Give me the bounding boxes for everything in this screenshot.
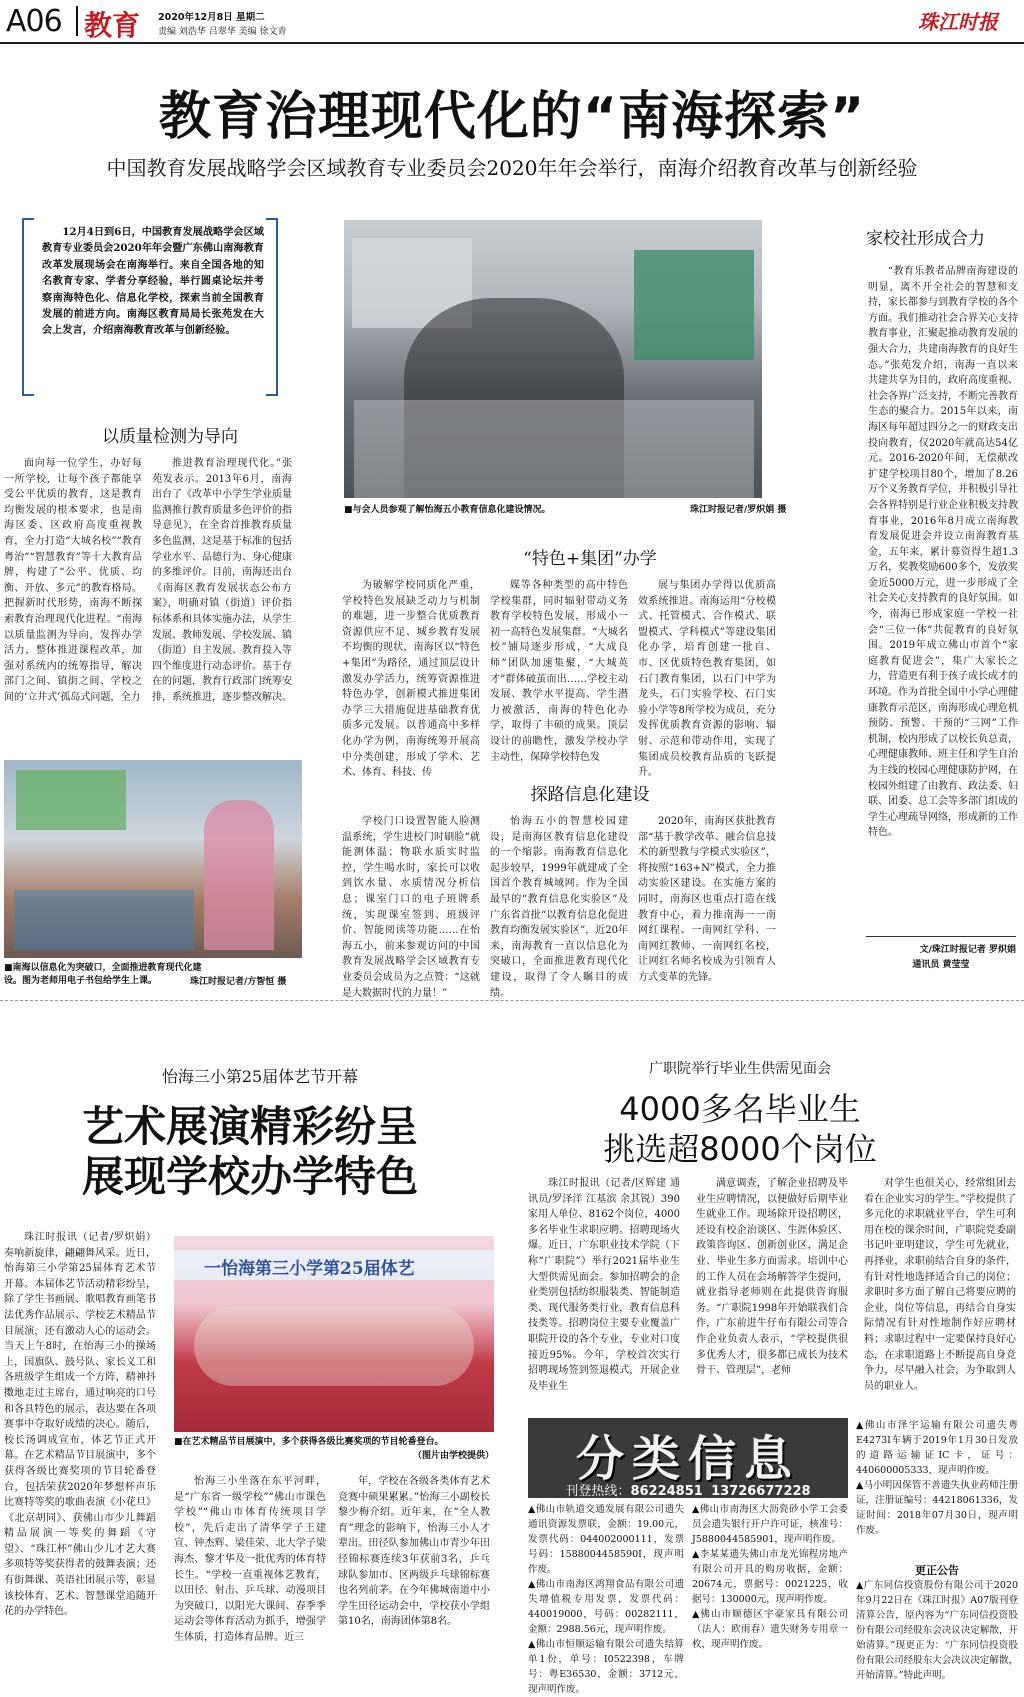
art-kicker: 怡海三小第25届体艺节开幕	[161, 1067, 359, 1086]
jobs-text-col2: 满意调查，了解企业招聘及毕业生应聘情况，以便做好后期毕业生就业工作。现场除开设招聘区，还设有校企治谈区、生涯体验区、政策咨询区、创新创业区，满足企业、毕业生多方面需求。培训中心的工作人员在会场解答学生提问，就业指导老师则在此提供咨询服务。“广职院1998年开始联我们合作，广东前进牛仔布有限公司等合作企业负责人表示，“学校提供很多优秀人才，很多都已成长为技术骨干、管理层”，老师	[696, 1178, 848, 1377]
festival-photo-credit: （图片由学校提供）	[412, 1451, 494, 1461]
jobs-kicker: 广职院举行毕业生供需见面会	[649, 1061, 831, 1077]
classified-col3	[856, 1418, 1018, 1558]
jobs-text-col3: 对学生也很关心，经常组团去看在企业实习的学生。”学校提供了多元化的求职就业平台，学生可利用在校的课余时间，广职院党委副书记叶亚明建议，学生可先就业，再择业，求职前结合自身的条件，有针对性地选择适合自己的岗位；求职时多方面了解自己将要应聘的企业，岗位等信息，再结合自身实际情况有针对性地制作好应聘材料；求职过程中一定要保持良好心态，在求职道路上不断提高自身竞争力，尽早融入社会，为争取到人员的职业人。	[864, 1178, 1016, 1392]
byline-correspondent: 通讯员 黄莹莹	[912, 960, 970, 970]
classified-banner	[528, 1418, 848, 1498]
featured-text-col3: 展与集团办学得以优质高效系统推进。南海运用“分校模式、托管模式、合作模式、联盟模式、学科模式”等建设集团化办学，培育创建一批自、市、区优质特色教育集团，如石门教育集团，以石门中学为龙头，石门实验学校、石门实验小学等8所学校为成员，充分发挥优质教育资源的影响、辐射、示范和带动作用，实现了集团成员校教育品质的飞跃提升。	[638, 580, 776, 779]
jobs-text-col1: 珠江时报讯（记者/区辉建 通讯员/罗泽洋 江基滨 余其锐）390家用人单位、8162个岗位，4000多名毕业生求职应聘。招聘现场火爆。近日，广东职业技术学院（下称“广职院”）举行2021届毕业生大型供需见面会。参加招聘会的企业类别包括纺织服装类、智能制造类、现代服务类行业，教育信息科技类等。招聘岗位主要专业覆盖广职院开设的各个专业，专业对口度接近95%。今年，学校首次实行招聘现场签到签退模式，开展企业及毕业生	[528, 1178, 680, 1392]
classified-item: ▲马小明因保管不善遗失执业药师注册证，注册证编号：44218061336，发证时间：2018年07月30日，现声明作废。	[856, 1480, 1018, 1536]
classified-col1	[528, 1502, 684, 1695]
classified-item: ▲佛山市南海区鸿翔食品有限公司遗失增值税专用发票，发票代码：440019000，号码：00282111，金额：2988.56元，现声明作废。	[528, 1579, 684, 1635]
home-school-text: “教育乐教者品牌南海建设的明显，离不开全社会的智慧和支持，家长都参与到教育学校的各个方面。我们推动社会合界关心支持教育事业，汇聚起推动教育发展的强大合力，共建南海教育的良好生态。”张苑发介绍，南海一直以来共建共享为目的，政府高度重视、社会各界广泛支持，不断完善教育生态的聚合力。2015年以来，南海区每年超过四分之一的财政支出投向教育，仅2020年就高达54亿元。2016-2020年间，无偿献改扩建学校项目80个，增加了8.26万个义务教育学位，并积极引导社会各界特别是行业企业积极支持教育事业，2016年8月成立南海教育发展促进会并设立南海教育基金，五年来，累计募资得生超1.3万名，奖教奖励600多个，发放奖金近5000万元，进一步形成了全社会关心支持教育的良好氛围。如今，南海已形成家庭一学校一社会“三位一体”共促教育的良好氛围。2019年成立佛山市首个“家庭教育促进会”，集广大家长之力，营造更有利于孩子成长成才的环境。作为首批全国中小学心理健康教育示范区，南海形成心理危机预防、预警、干预的“三网”工作机制，校内形成了以校长负总责，心理健康教师、班主任和学生自治为主线的校园心理健康防护网，在校园外组建了由教育、政法委、妇联、团委、总工会等多部门组成的学生心理疏导网络，形成新的工作特色。	[868, 266, 1018, 839]
festival-photo-caption: ■在艺术精品节目展演中，多个获得各级比赛奖项的节目轮番登台。	[174, 1437, 444, 1447]
newspaper-logo: 珠江时报	[918, 10, 998, 34]
correction-notice-title: 更正公告	[915, 1564, 959, 1577]
festival-banner-text: 一怡海第三小学第25届体艺	[204, 1259, 415, 1279]
visit-photo-caption: ■与会人员参观了解怡海五小教育信息化建设情况。	[344, 505, 551, 515]
page-number: A06	[6, 4, 62, 39]
classified-item: ▲佛山市顺德区宇豪家具有限公司（法人：欧雨春）遗失财务专用章一枚，现声明作废。	[692, 1609, 848, 1650]
visit-photo-credit: 珠江时报记者/罗炽娟 摄	[690, 505, 787, 515]
classified-item: ▲佛山市泽宇运输有限公司遗失粤E4273I车辆于2019年1月30日发放的道路运输证IC卡，证号：440600005333，现声明作废。	[856, 1420, 1018, 1476]
info-text-col2: 怡海五小的智慧校园建设，是南海区教育信息化建设的一个缩影。南海教育信息化起步较早，1999年就建成了全国首个教育城域网。作为全国最早的“教育信息化实验区”及广东省首批“以教育信息化促进教育均衡发展实验区”，近20年来，南海教育一直以信息化为突破口，全面推进教育现代化建设，取得了令人瞩目的成绩。	[490, 816, 628, 999]
quality-text-col1: 面向每一位学生，办好每一所学校，让每个孩子都能享受公平优质的教育，这是教育均衡发展的根本要求，也是南海区委、区政府高度重视教育，全力打造“大城名校”“教育粤治”“智慧教育”等十大教育品牌，构建了“公平、优质、均衡、开放、多元”的教育格局。把握新时代形势，南海不断探索教育治理现代化进程。“南海以质量监测为导向，发挥办学活力，整体推进课程改革，加强对系统内的统筹指导，解决部门之间、镇街之间、学校之间的‘立井式’孤岛式问题，全力	[4, 458, 142, 703]
info-text-col3: 2020年，南海区获批教育部“基于教学改革、融合信息技术的新型教与学模式实验区”，将按照“163+N”模式，全力推动实验区建设。在实施方案的同时，南海区也重点打造在线教育中心，着力推南海一一南网红课程、一南网红学科、一南网红教师、一南网红名校，让网红名师名校成为引领育人方式变革的先锋。	[638, 816, 776, 983]
header-rule	[0, 42, 1024, 44]
byline-reporter: 文/珠江时报记者 罗炽娟	[919, 945, 1016, 955]
visit-photo	[344, 220, 762, 498]
classroom-photo-caption: ■南海以信息化为突破口，全面推进教育现代化建设。图为老师用电子书包给学生上课。	[4, 963, 202, 986]
quality-text-col2: 推进教育治理现代化。”张苑发表示。2013年6月，南海出台了《改革中小学生学业质量监测推行教育质量多色评价的指导意见》，在全省首推教育质量多色监测，这是基于标准的包括学业水平、品德行为、身心健康的多维评价。目前，南海还出台《南海区教育发展状态公布方案》，明确对镇（街道）评价指标体系和具体实施办法，从学生发展、教师发展、学校发展、镇（街道）自主发展、教育投入等四个维度进行动态评价。基于存在的问题，教育行政部门统筹安排，系统推进，逐步整改解决。	[152, 458, 292, 703]
art-text-col3: 年，学校在各级各类体育艺术竞赛中硕果累累。”怡海三小副校长黎少梅介绍。近年来，在“全人教育”理念的影响下，怡海三小人才辈出。田径队参加佛山市青少年田径锦标赛连续3年获前3名，乒乓球队参加市、区两级乒乓球锦标赛也名列前茅。在今年佛城南道中小学生田径运动会中，学校获小学组第10名，南海团体第8名。	[338, 1476, 490, 1628]
art-text-col1: 珠江时报讯（记者/罗炽娟）奏响新旋律，翩翩舞风采。近日，怡海第三小学第25届体育艺术节开幕。本届体艺节活动精彩纷呈，除了学生书画展、歌唱教育画笔书法优秀作品展示、学校艺术精品节目展演，还有激动人心的运动会。当天上午8时，在怡海三小的操场上，国旗队、鼓号队、家长义工和各班级学生组成一个方阵，精神抖擞地走过主席台，通过响亮的口号和各具特色的展示，表达要在各项赛事中夺取好成绩的决心。随后，校长汤调成宣布，体艺节正式开幕。在艺术精品节目展演中，多个获得各级比赛奖项的节目轮番登台，包括荣获2020年梦想杯声乐比赛特等奖的歌曲表演《小花旦》《北京胡同》、获佛山市少儿舞蹈精品展演一等奖的舞蹈《守望》、“珠江杯”佛山少儿才艺大赛多项特等奖获得者的鼓舞表演；还有街舞课、英语社团展示等，彰显该校体育、艺术、智慧课堂追随开花的办学特色。	[4, 1232, 156, 1618]
correction-notice-text: ▲广东同信投资股份有限公司于2020年9月22日在《珠江时报》A07版刊登清算公告，原内容为“广东同信投资股份有限公司经股东会决议决定解散，开始清算。”现更正为：“广东同信投资股份有限公司经股东大会决议决定解散，开始清算。”特此声明。	[856, 1580, 1018, 1681]
classified-item: ▲佛山市恒顺运输有限公司遗失结算单1份，单号：I0522398，车牌号：粤E36530，金额：3712元，现声明作废。	[528, 1639, 684, 1695]
classified-item: ▲李某某遗失佛山市龙光锦程房地产有限公司开具的购房收据，金额：20674元，票据号：0021225，收据号：130000元，现声明作废。	[692, 1549, 848, 1605]
byline-divider	[866, 936, 1016, 937]
featured-text-col2: 媒等各种类型的高中特色学校集群，同时辐射带动义务教育学校特色发展，形成小一初一高特色发展集群。“大城名校”铺局逐步形成，“大成良师”团队加速集聚，“大城英才”群体破茧而出……学校主动发展、教学水平提高、学生潜力被激活，南海的特色化办学，取得了丰硕的成果。顶层设计的前瞻性，激发学校办学主动性，保障学校特色发	[490, 580, 628, 763]
info-text-col1: 学校门口设置智能人脸测温系统，学生进校门时刷脸“就能测体温；物联水质实时监控，学生喝水时，家长可以收到饮水量、水质情况分析信息；课室门口的电子班牌系统，实现课室签到、班级评价、智能阅读等功能……在怡海五小，前来参观访问的中国教育发展战略学会区域教育专业委员会成员为之点赞：“这就是大数据时代的力量！”	[342, 816, 480, 999]
editors-line: 责编 刘浩华 吕翠华 美编 徐文青	[158, 27, 287, 37]
jobs-title-line2: 挑选超8000个岗位	[603, 1130, 877, 1168]
heading-featured-group: “特色+集团”办学	[523, 549, 657, 569]
page-header	[0, 0, 1024, 44]
heading-informatization: 探路信息化建设	[530, 785, 650, 805]
jobs-title-line1: 4000多名毕业生	[619, 1090, 861, 1128]
main-subtitle: 中国教育发展战略学会区域教育专业委员会2020年年会举行，南海介绍教育改革与创新经验	[106, 156, 918, 180]
heading-quality-monitoring: 以质量检测为导向	[102, 427, 238, 447]
festival-photo	[174, 1236, 494, 1432]
classified-title: 分类信息	[575, 1431, 800, 1487]
main-headline: 教育治理现代化的“南海探索”	[158, 87, 866, 147]
classified-item: ▲佛山市南海区大沥瓷砂小学工会委员会遗失银行开户许可证，核准号：J5880044585901，现声明作废。	[692, 1504, 848, 1545]
art-text-col2: 怡海三小坐落在东平河畔，是“广东省一级学校”“佛山市课色学校”“佛山市体育传统项目学校”，先后走出了清华学子王建宣、钟杰辉、梁佳荣、北大学子梁海杰、黎才华及一批优秀的体育特长生。“学校一直重视体艺教育，以田径、射击、乒乓球、动漫项目为突破口，以阳光大课间、春季季运动会等体育活动为抓手，增强学生体质，打造体育品牌。近三	[174, 1476, 326, 1643]
classroom-photo	[4, 760, 302, 958]
lead-box	[22, 218, 278, 396]
classified-item: ▲佛山市轨道交通发展有限公司遗失通讯资源发票联，金额：19.00元，发票代码：044002000111，发票号码：1588004458590I，现声明作废。	[528, 1504, 684, 1575]
heading-home-school: 家校社形成合力	[866, 229, 985, 249]
classroom-photo-credit: 珠江时报记者/方智恒 摄	[190, 977, 287, 987]
issue-date: 2020年12月8日 星期二	[158, 12, 265, 23]
page-divider	[0, 1000, 1024, 1001]
header-divider	[76, 6, 78, 36]
lead-text: 12月4日到6日，中国教育发展战略学会区域教育专业委员会2020年年会暨广东佛山南海教育改革发展现场会在南海举行。来自全国各地的知名教育专家、学者分享经验，举行圆桌论坛并考察南海特色化、信息化学校，探索当前全国教育发展的前进方向。南海区教育局局长张苑发在大会上发言，介绍南海教育改革与创新经验。	[42, 226, 264, 337]
art-title-line1: 艺术展演精彩纷呈	[81, 1102, 418, 1151]
art-title-line2: 展现学校办学特色	[81, 1152, 418, 1201]
classified-hotline: 刊登热线：86224851 13726677228	[565, 1484, 811, 1499]
featured-text-col1: 为破解学校同质化严重，学校特色发展缺乏动力与机制的难题，进一步整合优质教育资源供应不足、城乡教育发展不均衡的现状，南海区以“特色+集团”为路径，通过顶层设计激发办学活力，统筹资源推进特色办学，创新模式推进集团办学三大措施促进基础教育优质多元发展。以普通高中多样化办学为例，南海统筹开展高中分类创建，形成了学术、艺术、体育、科技、传	[342, 580, 480, 779]
classified-col2	[692, 1502, 848, 1678]
section-name: 教育	[84, 9, 141, 42]
